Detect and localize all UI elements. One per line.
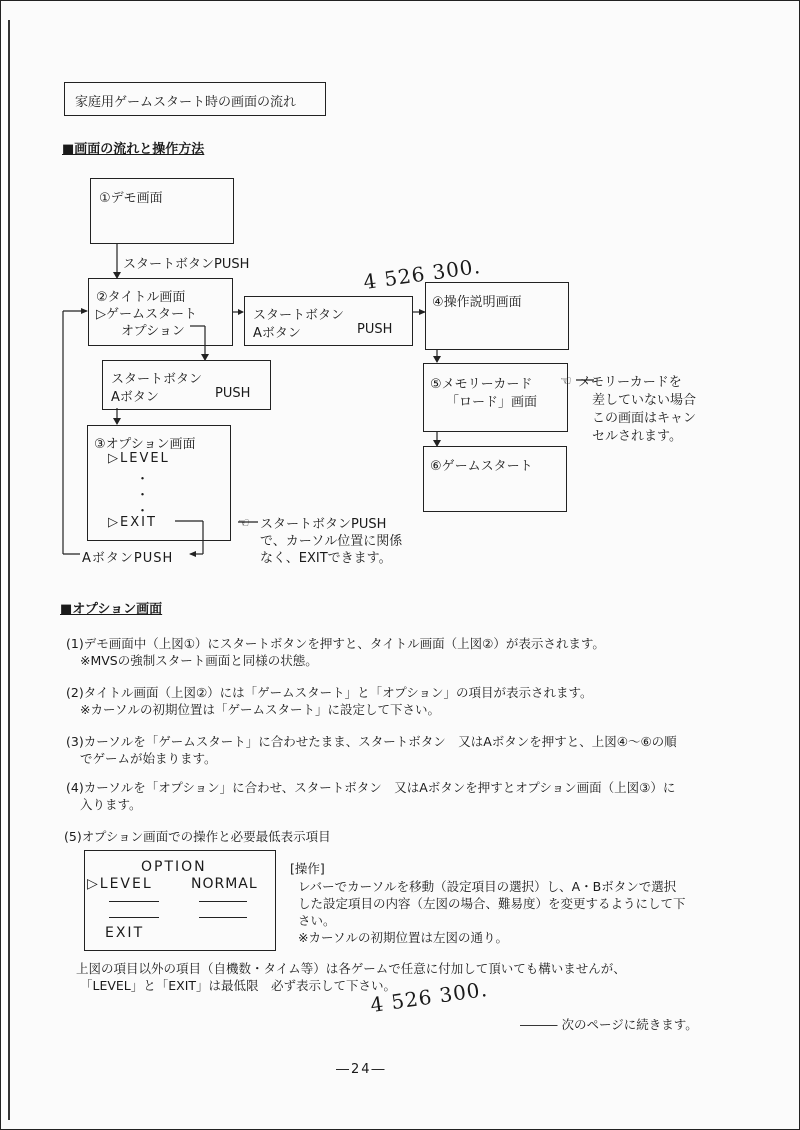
game-start-label: ⑥ゲームスタート <box>430 459 533 474</box>
memory-note-line: この画面はキャン <box>592 411 697 426</box>
memory-note-line: メモリーカードを <box>578 375 682 390</box>
game-start-box <box>423 446 567 512</box>
option-example-rule <box>199 917 247 918</box>
item-line: (3)カーソルを「ゲームスタート」に合わせたまま、スタートボタン 又はAボタンを押すと、上図④～⑥の順 <box>66 734 677 749</box>
exit-note-line: なく、EXITできます。 <box>260 551 392 566</box>
option-example-box <box>84 850 276 951</box>
title-screen-label: ②タイトル画面 <box>96 290 186 305</box>
memory-card-screen-box <box>423 363 568 432</box>
option-screen-box <box>87 425 231 541</box>
item-line: (4)カーソルを「オプション」に合わせ、スタートボタン 又はAボタンを押すとオプション画面（上図③）に <box>66 780 676 795</box>
item-line: (1)デモ画面中（上図①）にスタートボタンを押すと、タイトル画面（上図②）が表示されます。 <box>66 636 605 651</box>
memory-card-label: ⑤メモリーカード <box>430 377 533 392</box>
ellipsis-dot: ・ <box>136 488 150 503</box>
exit-note <box>238 516 403 567</box>
ellipsis-dot: ・ <box>136 472 150 487</box>
operation-text <box>298 878 686 946</box>
box1-a-button: Aボタン <box>253 326 301 341</box>
a-button-push-label: AボタンPUSH <box>82 551 174 566</box>
box1-push: PUSH <box>357 322 393 337</box>
serial-stamp-top: 4 526 300. <box>361 253 483 295</box>
continued-note: ――― 次のページに続きます。 <box>520 1017 698 1032</box>
box2-start-button: スタートボタン <box>111 372 203 387</box>
hand-pointer-icon: ☜ <box>560 374 572 389</box>
option-example-normal: NORMAL <box>191 876 258 892</box>
demo-screen-box <box>90 178 234 244</box>
section-option-heading: ■オプション画面 <box>60 602 163 617</box>
option-example-level: ▷LEVEL <box>87 876 153 892</box>
page-number: ―24― <box>336 1062 387 1077</box>
item-3 <box>66 733 677 767</box>
exit-note-line: で、カーソル位置に関係 <box>260 534 403 549</box>
item-line: (2)タイトル画面（上図②）には「ゲームスタート」と「オプション」の項目が表示されます。 <box>66 685 593 700</box>
exit-note-line: スタートボタンPUSH <box>260 517 387 532</box>
start-a-button-box-2 <box>102 360 271 410</box>
operation-label: [操作] <box>290 861 325 876</box>
item-4 <box>66 779 675 813</box>
title-screen-box <box>88 278 233 346</box>
item-1 <box>66 635 605 669</box>
option-example-exit: EXIT <box>105 925 145 941</box>
item-line: ※カーソルの初期位置は「ゲームスタート」に設定して下さい。 <box>80 702 440 717</box>
operation-line: さい。 <box>298 913 336 928</box>
footer-note-line: 「LEVEL」と「EXIT」は最低限 必ず表示して下さい。 <box>80 978 397 993</box>
start-push-label: スタートボタンPUSH <box>123 257 250 272</box>
box2-a-button: Aボタン <box>111 390 159 405</box>
option-example-rule <box>109 901 159 902</box>
title-game-start: ▷ゲームスタート <box>96 307 197 322</box>
item-line: ※MVSの強制スタート画面と同様の状態。 <box>80 653 318 668</box>
item-2 <box>66 684 593 718</box>
item-line: 入ります。 <box>80 797 142 812</box>
serial-stamp-bottom: 4 526 300. <box>368 976 490 1018</box>
option-exit: ▷EXIT <box>108 515 157 530</box>
memory-note-line: 差していない場合 <box>592 393 697 408</box>
header-title: 家庭用ゲームスタート時の画面の流れ <box>75 95 297 110</box>
footer-note-line: 上図の項目以外の項目（自機数・タイム等）は各ゲームで任意に付加して頂いても構いませんが、 <box>76 961 626 976</box>
start-a-button-box-1 <box>244 296 413 346</box>
demo-screen-label: ①デモ画面 <box>99 191 163 206</box>
box1-start-button: スタートボタン <box>253 308 345 323</box>
option-example-rule <box>199 901 247 902</box>
box2-push: PUSH <box>215 386 251 401</box>
instructions-screen-label: ④操作説明画面 <box>432 295 522 310</box>
operation-line: ※カーソルの初期位置は左図の通り。 <box>298 930 508 945</box>
item-5-title: (5)オプション画面での操作と必要最低表示項目 <box>64 829 331 844</box>
option-example-title: OPTION <box>141 859 207 875</box>
hand-pointer-icon: ☜ <box>238 516 250 531</box>
memory-note <box>560 374 697 446</box>
operation-line: した設定項目の内容（左図の場合、難易度）を変更するようにして下 <box>298 896 686 911</box>
title-option: オプション <box>121 324 185 339</box>
option-screen-label: ③オプション画面 <box>94 437 196 452</box>
footer-note <box>76 960 626 994</box>
ellipsis-dot: ・ <box>136 504 150 519</box>
memory-load-label: 「ロード」画面 <box>446 395 538 410</box>
instructions-screen-box <box>425 282 569 350</box>
section-flow-heading: ■画面の流れと操作方法 <box>62 142 205 157</box>
option-level: ▷LEVEL <box>108 451 170 466</box>
option-example-rule <box>109 917 159 918</box>
memory-note-line: セルされます。 <box>592 429 682 444</box>
item-line: でゲームが始まります。 <box>80 751 217 766</box>
operation-line: レバーでカーソルを移動（設定項目の選択）し、A・Bボタンで選択 <box>298 879 677 894</box>
